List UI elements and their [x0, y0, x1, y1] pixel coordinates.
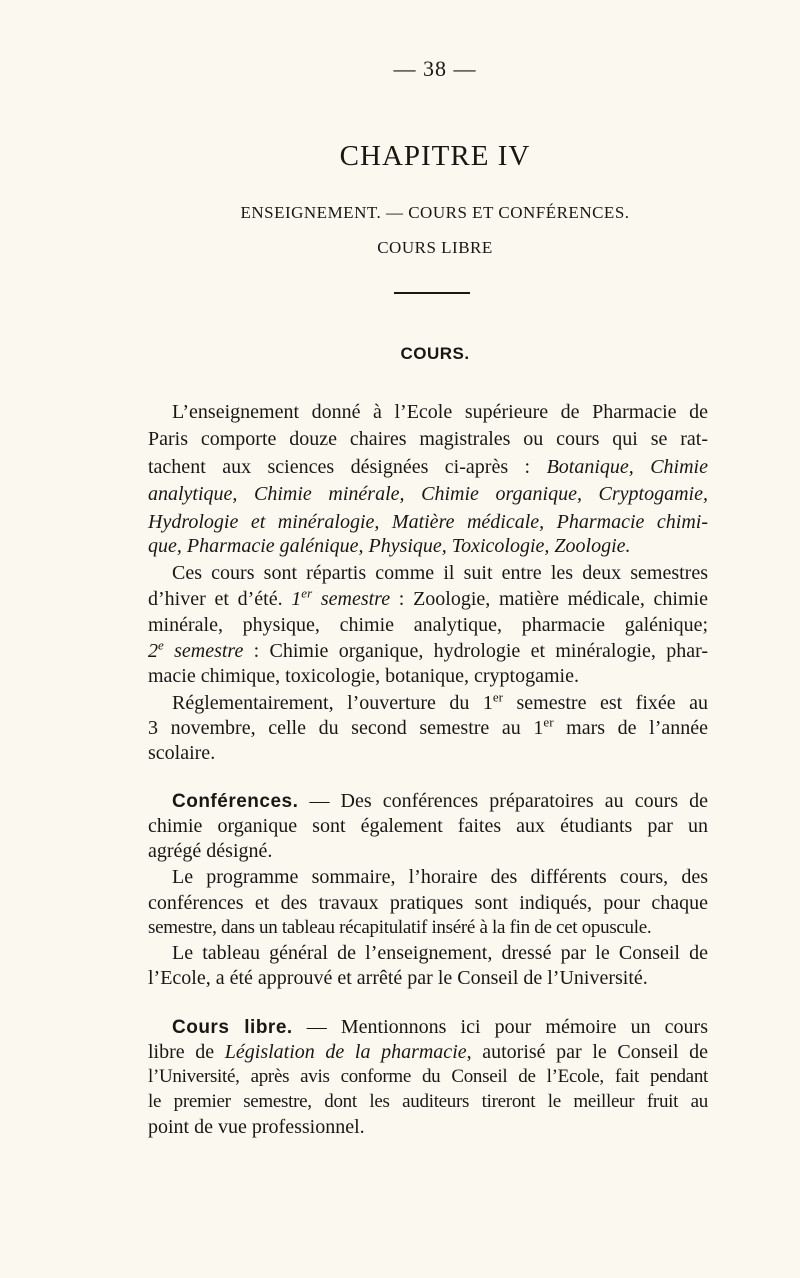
- section-heading-cours: COURS.: [400, 344, 470, 363]
- text-line: minérale, physique, chimie analytique, pharmacie galénique;: [148, 614, 708, 636]
- text-line: l’Ecole, a été approuvé et arrêté par le Conseil de l’Université.: [148, 967, 648, 989]
- text-line: Réglementairement, l’ouverture du 1er semestre est fixée au: [172, 689, 708, 714]
- text-line: 2e semestre : Chimie organique, hydrologie et minéralogie, phar-: [148, 637, 708, 662]
- chapter-title: CHAPITRE IV: [339, 140, 531, 172]
- text-line: que, Pharmacie galénique, Physique, Toxicologie, Zoologie.: [148, 535, 631, 557]
- text-line: chimie organique sont également faites aux étudiants par un: [148, 815, 708, 837]
- text-line: macie chimique, toxicologie, botanique, cryptogamie.: [148, 665, 579, 687]
- text-line: Ces cours sont répartis comme il suit entre les deux semestres: [172, 562, 708, 584]
- text-line: libre de Législation de la pharmacie, autorisé par le Conseil de: [148, 1041, 708, 1063]
- text-line: semestre, dans un tableau récapitulatif inséré à la fin de cet opuscule.: [148, 917, 652, 938]
- text-line: Hydrologie et minéralogie, Matière médicale, Pharmacie chimi-: [148, 511, 708, 533]
- chapter-subtitle-line-1: ENSEIGNEMENT. — COURS ET CONFÉRENCES.: [240, 203, 630, 222]
- text-line: le premier semestre, dont les auditeurs tireront le meilleur fruit au: [148, 1091, 708, 1112]
- chapter-subtitle-line-2: COURS LIBRE: [377, 238, 493, 257]
- text-line: L’enseignement donné à l’Ecole supérieure de Pharmacie de: [172, 401, 708, 423]
- separator-rule: [394, 292, 470, 294]
- text-line: conférences et des travaux pratiques sont indiqués, pour chaque: [148, 892, 708, 914]
- text-line: l’Université, après avis conforme du Conseil de l’Ecole, fait pendant: [148, 1066, 708, 1087]
- text-line: Cours libre. — Mentionnons ici pour mémoire un cours: [172, 1016, 708, 1038]
- text-line: scolaire.: [148, 742, 216, 764]
- text-line: d’hiver et d’été. 1er semestre : Zoologie, matière médicale, chimie: [148, 585, 708, 610]
- text-line: agrégé désigné.: [148, 840, 273, 862]
- text-line: Le programme sommaire, l’horaire des différents cours, des: [172, 866, 708, 888]
- text-line: Le tableau général de l’enseignement, dressé par le Conseil de: [172, 942, 708, 964]
- section-heading-conferences: Conférences.: [172, 791, 299, 812]
- text-line: Conférences. — Des conférences préparatoires au cours de: [172, 790, 708, 812]
- text-line: 3 novembre, celle du second semestre au 1er mars de l’année: [148, 714, 708, 739]
- text-line: analytique, Chimie minérale, Chimie organique, Cryptogamie,: [148, 483, 708, 505]
- text-line: tachent aux sciences désignées ci-après : Botanique, Chimie: [148, 456, 708, 478]
- text-line: point de vue professionnel.: [148, 1116, 365, 1138]
- page-number: — 38 —: [393, 56, 477, 81]
- text-line: Paris comporte douze chaires magistrales ou cours qui se rat-: [148, 428, 708, 450]
- section-heading-cours-libre: Cours libre.: [172, 1017, 293, 1038]
